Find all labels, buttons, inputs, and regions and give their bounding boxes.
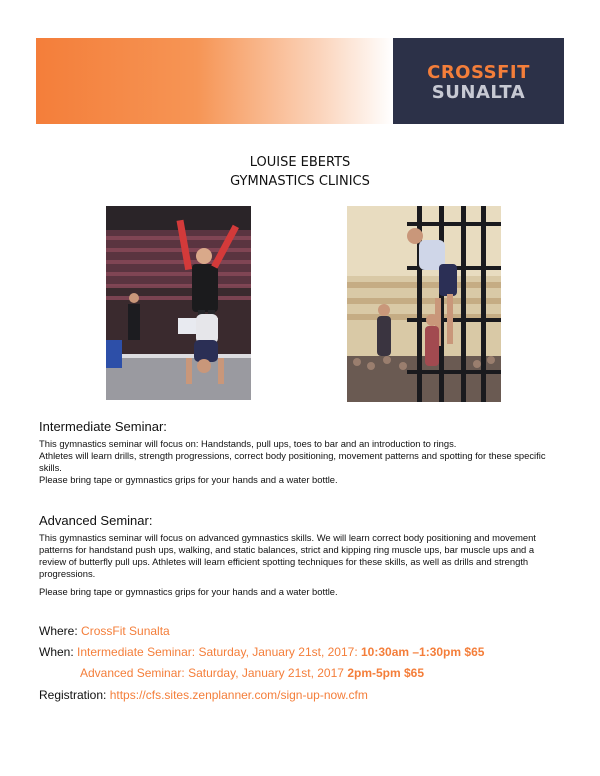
intermediate-time-price: 10:30am –1:30pm $65: [361, 645, 485, 659]
advanced-seminar-heading: Advanced Seminar:: [39, 513, 153, 528]
when-line: [39, 645, 484, 659]
intermediate-bring-text: Please bring tape or gymnastics grips for your hands and a water bottle.: [39, 474, 338, 485]
advanced-description: [39, 532, 563, 598]
advanced-time-price: 2pm-5pm $65: [347, 666, 425, 680]
advanced-bring-text: Please bring tape or gymnastics grips for your hands and a water bottle.: [39, 586, 338, 597]
intermediate-when-date: Saturday, January 21st, 2017:: [198, 645, 358, 659]
intermediate-description: [39, 438, 563, 486]
crossfit-sunalta-logo: [393, 38, 564, 124]
intermediate-seminar-heading: Intermediate Seminar:: [39, 419, 167, 434]
intermediate-learn-text: Athletes will learn drills, strength progressions, correct body positioning, movement patterns and spotting for these specific skills.: [39, 450, 546, 473]
logo-text-crossfit: CROSSFIT: [427, 62, 530, 83]
intermediate-when-label: Intermediate Seminar:: [77, 645, 196, 659]
intermediate-focus-text: This gymnastics seminar will focus on: Handstands, pull ups, toes to bar and an introduction to rings.: [39, 438, 457, 449]
advanced-focus-text: This gymnastics seminar will focus on advanced gymnastics skills. We will learn correct body positioning and movement patterns for handstand push ups, walking, and static balances, strict and kipping ring muscle ups, bar muscle ups and a review of butterfly pull ups. Athletes will learn efficient spotting techniques for these skills, as well as drills and strength progressions.: [39, 532, 536, 579]
registration-link[interactable]: https://cfs.sites.zenplanner.com/sign-up-now.cfm: [109, 688, 368, 702]
when-label: When:: [39, 645, 74, 659]
where-label: Where:: [39, 624, 78, 638]
handstand-photo: [106, 206, 251, 400]
header-gradient-band: [36, 38, 393, 124]
rig-pullup-photo: [347, 206, 501, 402]
logo-text-sunalta: SUNALTA: [431, 82, 526, 103]
advanced-when-label: Advanced Seminar:: [80, 666, 185, 680]
registration-label: Registration:: [39, 688, 107, 702]
registration-line: [39, 688, 368, 702]
where-value: CrossFit Sunalta: [81, 624, 170, 638]
where-line: [39, 624, 170, 638]
coach-name-title: LOUISE EBERTS: [249, 155, 351, 170]
advanced-when-line: [80, 666, 424, 680]
advanced-when-date: Saturday, January 21st, 2017: [188, 666, 344, 680]
clinic-title: GYMNASTICS CLINICS: [230, 174, 370, 189]
